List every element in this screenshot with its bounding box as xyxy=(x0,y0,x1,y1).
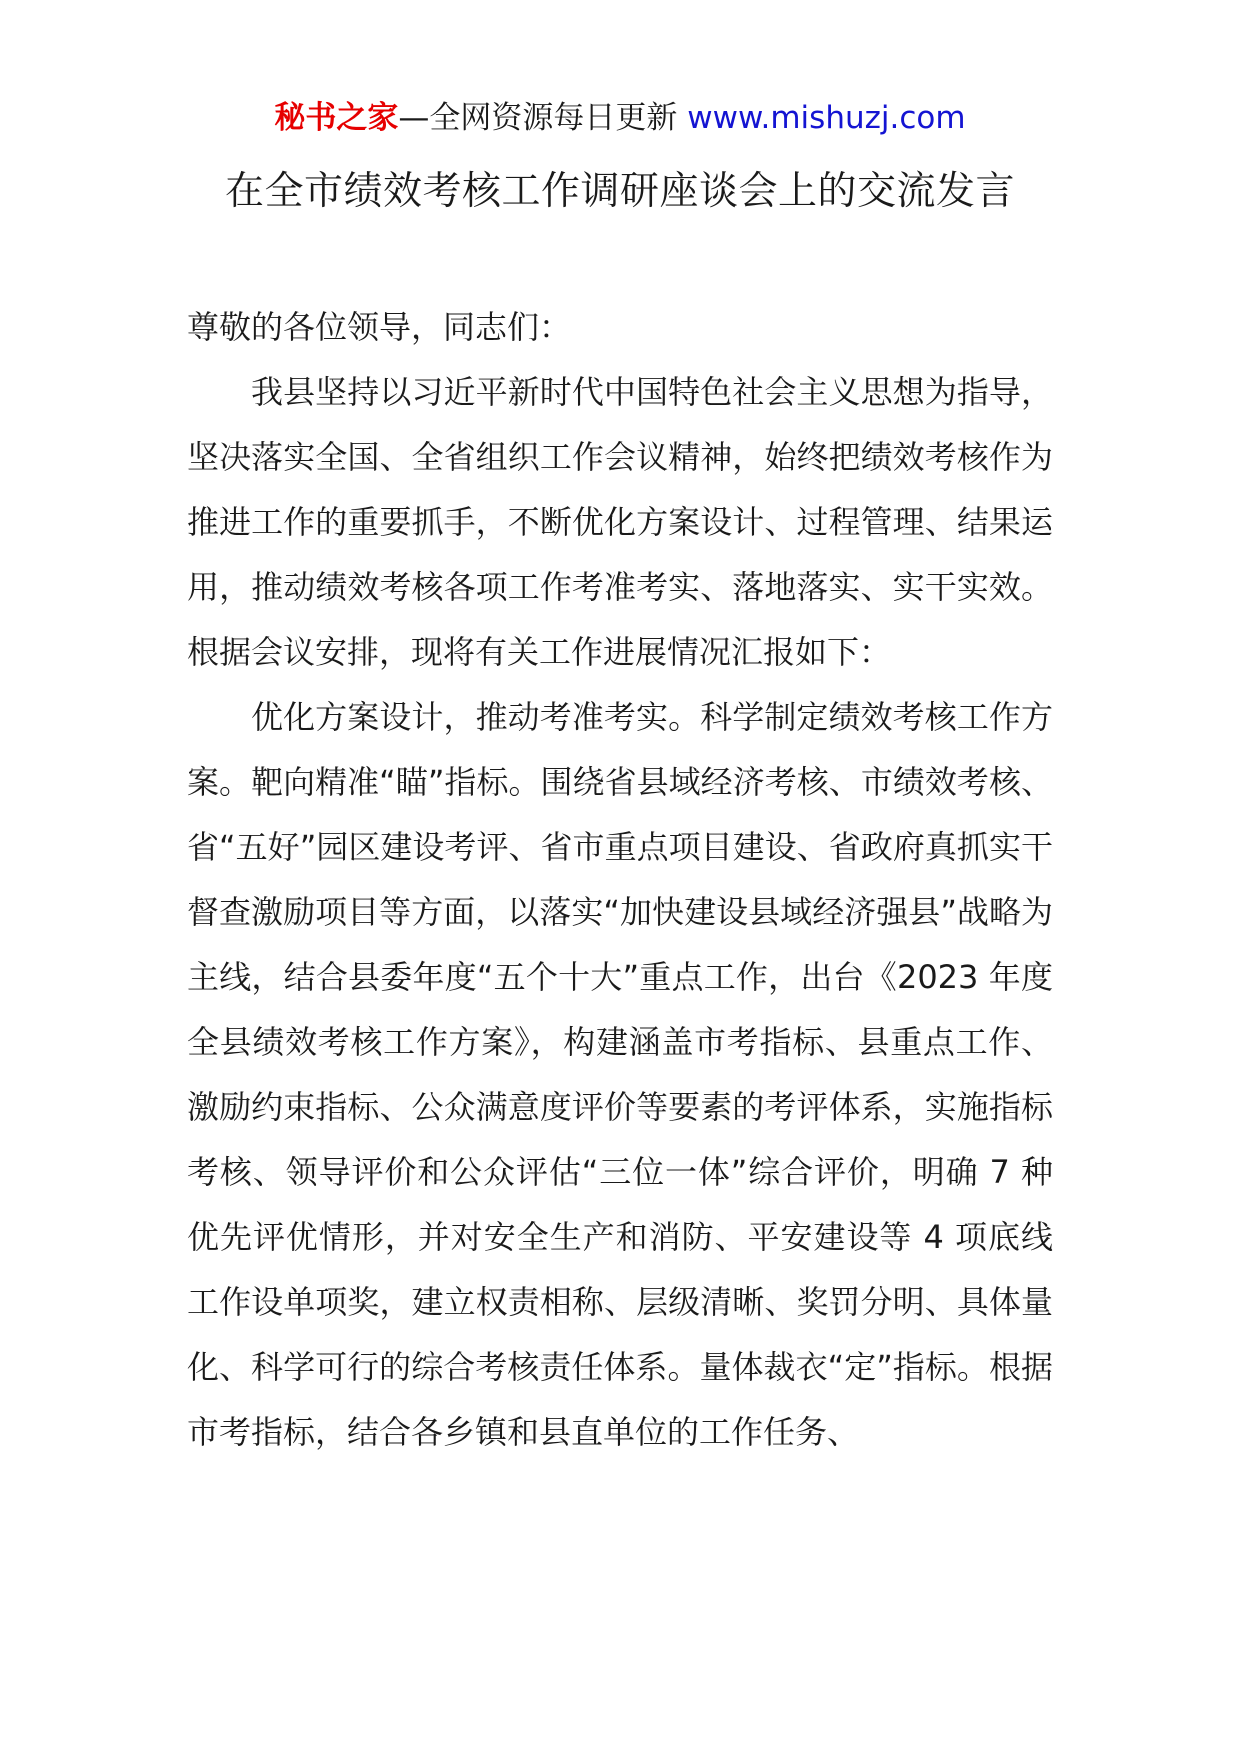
paragraph: 优化方案设计，推动考准考实。科学制定绩效考核工作方案。靶向精准“瞄”指标。围绕省县域经济考核、市绩效考核、省“五好”园区建设考评、省市重点项目建设、省政府真抓实干督查激励项目等方面，以落实“加快建设县域经济强县”战略为主线，结合县委年度“五个十大”重点工作，出台《2023 年度全县绩效考核工作方案》，构建涵盖市考指标、县重点工作、激励约束指标、公众满意度评价等要素的考评体系，实施指标考核、领导评价和公众评估“三位一体”综合评价，明确 7 种优先评优情形，并对安全生产和消防、平安建设等 4 项底线工作设单项奖，建立权责相称、层级清晰、奖罚分明、具体量化、科学可行的综合考核责任体系。量体裁衣“定”指标。根据市考指标，结合各乡镇和县直单位的工作任务、 xyxy=(187,698,1053,1451)
document-body xyxy=(187,295,1053,1465)
paragraph: 我县坚持以习近平新时代中国特色社会主义思想为指导，坚决落实全国、全省组织工作会议精神，始终把绩效考核作为推进工作的重要抓手，不断优化方案设计、过程管理、结果运用，推动绩效考核各项工作考准考实、落地落实、实干实效。根据会议安排，现将有关工作进展情况汇报如下： xyxy=(187,373,1053,671)
header-tagline: —全网资源每日更新 xyxy=(398,100,688,136)
document-title: 在全市绩效考核工作调研座谈会上的交流发言 xyxy=(224,169,1015,214)
site-link[interactable]: www.mishuzj.com xyxy=(687,100,966,136)
brand-name: 秘书之家 xyxy=(274,100,399,136)
watermark-header xyxy=(0,98,1240,138)
salutation: 尊敬的各位领导，同志们： xyxy=(187,308,572,346)
